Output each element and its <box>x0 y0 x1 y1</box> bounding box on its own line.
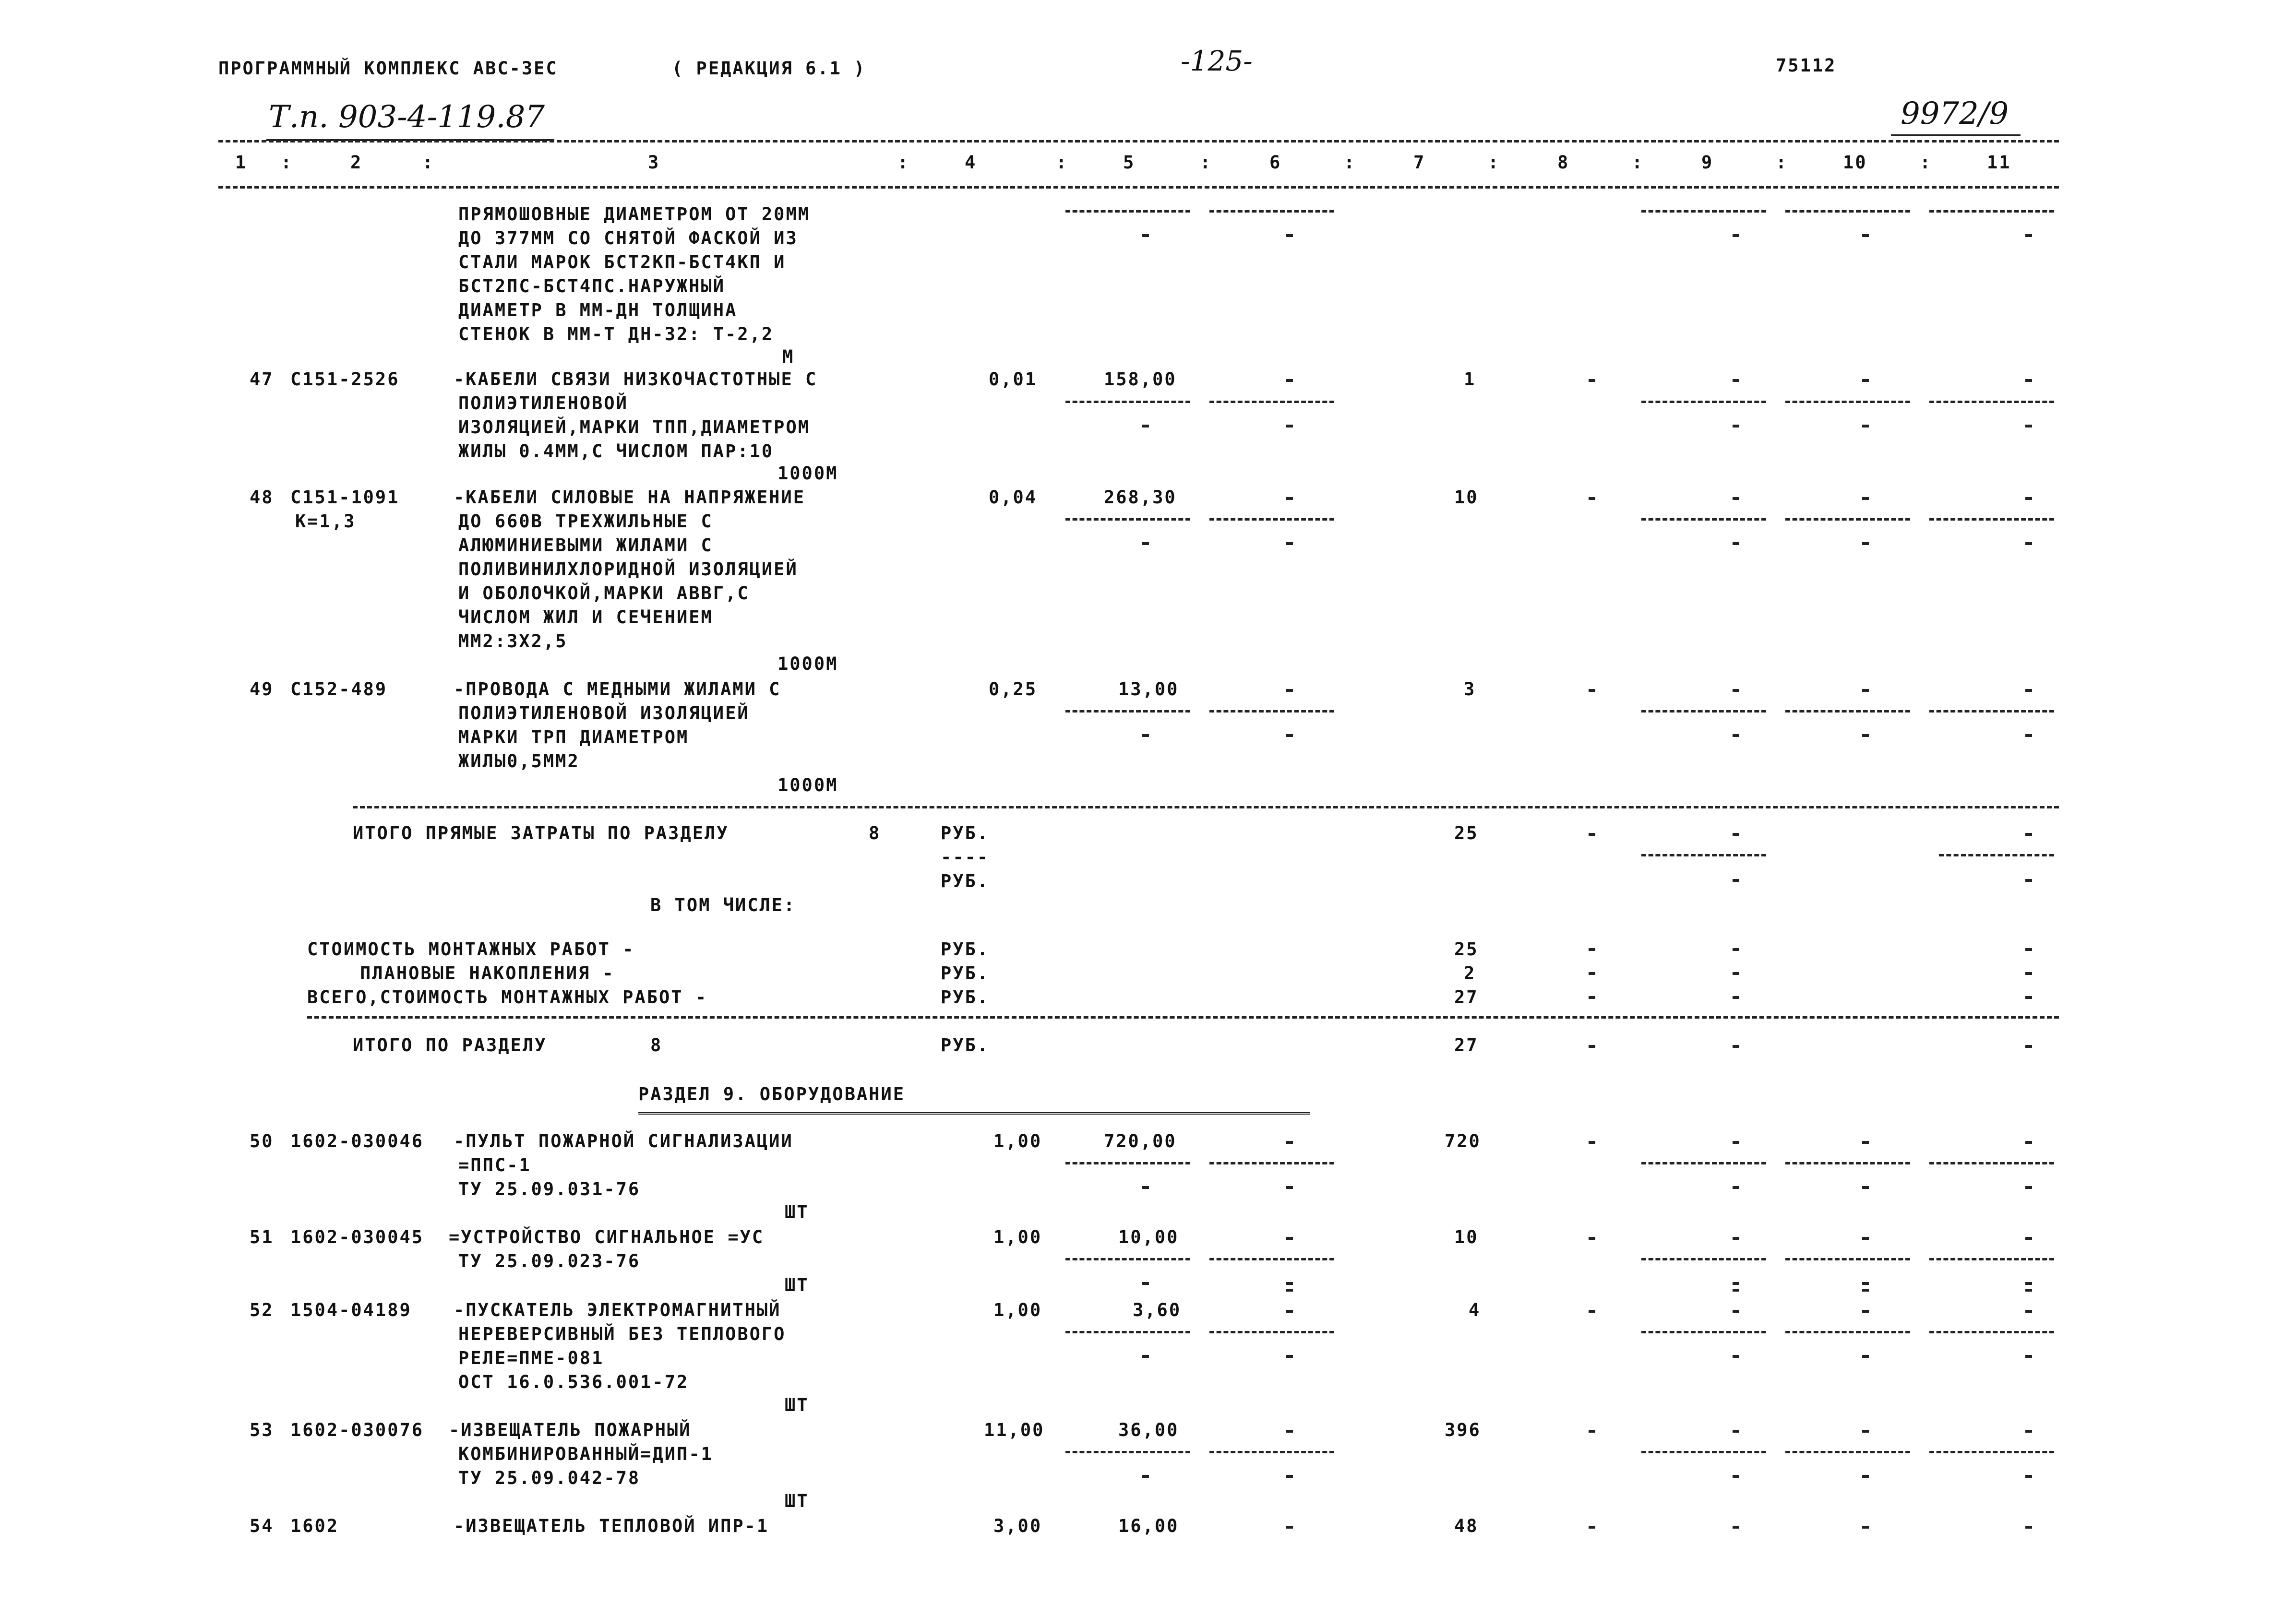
dash-mark <box>1142 1475 1149 1478</box>
dash-mark <box>1733 497 1739 500</box>
sub-rule <box>1065 1331 1190 1333</box>
dash-mark <box>1733 833 1739 836</box>
item-description: ПРЯМОШОВНЫЕ ДИАМЕТРОМ ОТ 20ММ <box>458 204 811 225</box>
item-code: 1602-030076 <box>290 1420 424 1440</box>
dash-mark <box>1862 425 1869 428</box>
page-number: -125- <box>1181 45 1253 77</box>
dash-mark <box>2025 1045 2032 1048</box>
header-rule-top <box>218 140 2059 142</box>
dash-mark <box>1862 497 1869 500</box>
summary-line-value: 2 <box>1464 963 1476 984</box>
dash-mark <box>1589 497 1595 500</box>
row-number: 48 <box>250 487 274 508</box>
col-11: 11 <box>1987 152 2011 173</box>
item-description: НЕРЕВЕРСИВНЫЙ БЕЗ ТЕПЛОВОГО <box>458 1324 786 1344</box>
total-cost: 396 <box>1445 1420 1481 1440</box>
summary-line-label: ВСЕГО,СТОИМОСТЬ МОНТАЖНЫХ РАБОТ - <box>307 987 708 1008</box>
item-description: РЕЛЕ=ПМЕ-081 <box>458 1348 604 1368</box>
dash-mark <box>1589 1045 1595 1048</box>
sub-rule <box>1065 518 1190 521</box>
dash-mark <box>2025 425 2032 428</box>
sub-rule <box>1785 518 1910 521</box>
col-8: 8 <box>1557 152 1570 173</box>
dash-mark <box>2025 1475 2032 1478</box>
dash-mark <box>1286 542 1293 545</box>
dash-mark <box>1733 379 1739 382</box>
row-number: 52 <box>250 1300 274 1320</box>
item-description: ПОЛИВИНИЛХЛОРИДНОЙ ИЗОЛЯЦИЕЙ <box>458 559 798 580</box>
dash-mark <box>1862 542 1869 545</box>
dash-mark <box>1862 379 1869 382</box>
row-number: 50 <box>250 1131 274 1152</box>
including-label: В ТОМ ЧИСЛЕ: <box>650 895 796 915</box>
row-number: 53 <box>250 1420 274 1440</box>
dash-mark <box>1862 1282 1869 1285</box>
dash-mark <box>1286 734 1293 737</box>
sub-rule <box>1209 1162 1334 1164</box>
col-sep: : <box>281 152 293 173</box>
sub-rule <box>1929 1162 2054 1164</box>
program-title: ПРОГРАММНЫЙ КОМПЛЕКС АВС-3ЕС <box>218 58 558 79</box>
header-rule-bottom <box>218 186 2059 189</box>
dash-mark <box>1862 1475 1869 1478</box>
dash-mark <box>2025 497 2032 500</box>
dash-mark <box>2025 948 2032 951</box>
sub-rule <box>1065 1451 1190 1453</box>
sub-rule <box>1929 401 2054 403</box>
item-code: С152-489 <box>290 679 388 700</box>
dash-mark <box>1142 734 1149 737</box>
item-description: -ПУЛЬТ ПОЖАРНОЙ СИГНАЛИЗАЦИИ <box>454 1131 793 1152</box>
currency-label: РУБ. <box>941 823 990 843</box>
sub-rule <box>1209 1258 1334 1260</box>
item-unit: ШТ <box>785 1491 809 1511</box>
dash-mark <box>2025 879 2032 882</box>
col-3: 3 <box>648 152 660 173</box>
section-title: РАЗДЕЛ 9. ОБОРУДОВАНИЕ <box>638 1084 906 1104</box>
item-description: ПОЛИЭТИЛЕНОВОЙ <box>458 393 628 414</box>
item-description: МАРКИ ТРП ДИАМЕТРОМ <box>458 727 689 748</box>
sub-rule <box>1209 210 1334 213</box>
sub-rule <box>1641 518 1766 521</box>
section-total-rule <box>307 1016 2059 1019</box>
item-description: ПОЛИЭТИЛЕНОВОЙ ИЗОЛЯЦИЕЙ <box>458 703 750 724</box>
sub-rule <box>1785 1162 1910 1164</box>
dash-mark <box>2025 1355 2032 1358</box>
section-total-value: 27 <box>1454 1035 1479 1056</box>
sub-rule <box>1209 401 1334 403</box>
sheet-reference: 9972/9 <box>1901 96 2009 131</box>
dash-mark <box>1589 689 1595 692</box>
dash-mark <box>1286 1355 1293 1358</box>
unit-price: 3,60 <box>1133 1300 1182 1320</box>
dash-mark <box>2025 996 2032 999</box>
unit-price: 16,00 <box>1118 1516 1179 1536</box>
dash-mark <box>1589 996 1595 999</box>
summary-line-label: ПЛАНОВЫЕ НАКОПЛЕНИЯ - <box>360 963 615 984</box>
section-title-underline <box>638 1112 1310 1115</box>
item-description: =УСТРОЙСТВО СИГНАЛЬНОЕ =УС <box>449 1227 765 1247</box>
dash-mark <box>1862 234 1869 237</box>
item-unit: 1000М <box>777 775 838 796</box>
dash-mark <box>2025 379 2032 382</box>
dash-mark <box>2025 1289 2032 1292</box>
unit-price: 36,00 <box>1118 1420 1179 1440</box>
item-description: -КАБЕЛИ СИЛОВЫЕ НА НАПРЯЖЕНИЕ <box>454 487 806 508</box>
quantity: 1,00 <box>993 1131 1042 1152</box>
project-reference: Т.п. 903-4-119.87 <box>269 99 545 135</box>
sub-rule <box>1209 518 1334 521</box>
quantity: 0,04 <box>989 487 1038 508</box>
item-description: ТУ 25.09.023-76 <box>458 1251 641 1271</box>
dash-mark <box>1862 1289 1869 1292</box>
dash-mark <box>1286 1141 1293 1144</box>
item-code: С151-2526 <box>290 369 400 390</box>
dash-mark <box>2025 833 2032 836</box>
section-number: 8 <box>869 823 881 843</box>
sub-rule <box>1929 518 2054 521</box>
item-description: АЛЮМИНИЕВЫМИ ЖИЛАМИ С <box>458 535 713 556</box>
item-description: ДО 377ММ СО СНЯТОЙ ФАСКОЙ ИЗ <box>458 228 798 249</box>
sheet-underline <box>1891 134 2021 136</box>
col-sep: : <box>1200 152 1212 173</box>
col-5: 5 <box>1123 152 1136 173</box>
col-sep: : <box>1056 152 1068 173</box>
dash-mark <box>1733 425 1739 428</box>
currency-dash: ---- <box>941 847 990 867</box>
dash-mark <box>1733 1289 1739 1292</box>
dash-mark <box>2025 1237 2032 1240</box>
sub-rule <box>1929 710 2054 712</box>
sub-rule <box>1641 1331 1766 1333</box>
dash-mark <box>2025 1186 2032 1189</box>
item-unit: 1000М <box>777 463 838 484</box>
item-unit: М <box>782 346 795 367</box>
sub-rule <box>1785 401 1910 403</box>
dash-mark <box>2025 689 2032 692</box>
item-description: ТУ 25.09.042-78 <box>458 1468 641 1488</box>
total-cost: 4 <box>1469 1300 1481 1320</box>
dash-mark <box>1733 542 1739 545</box>
dash-mark <box>1733 1355 1739 1358</box>
dash-mark <box>1142 234 1149 237</box>
sub-rule <box>1209 1331 1334 1333</box>
row-number: 49 <box>250 679 274 700</box>
dash-mark <box>1286 425 1293 428</box>
dash-mark <box>1286 1526 1293 1529</box>
item-unit: 1000М <box>777 653 838 674</box>
currency-label: РУБ. <box>941 871 990 891</box>
dash-mark <box>1733 1141 1739 1144</box>
item-description: -ИЗВЕЩАТЕЛЬ ТЕПЛОВОЙ ИПР-1 <box>454 1516 769 1536</box>
sub-rule <box>1785 710 1910 712</box>
dash-mark <box>1286 689 1293 692</box>
dash-mark <box>1286 1289 1293 1292</box>
sub-rule <box>1209 710 1334 712</box>
item-unit: ШТ <box>785 1395 809 1415</box>
summary-rule <box>353 806 2059 808</box>
dash-mark <box>1589 379 1595 382</box>
dash-mark <box>2025 542 2032 545</box>
dash-mark <box>1733 734 1739 737</box>
col-6: 6 <box>1269 152 1282 173</box>
item-description: ЖИЛЫ0,5ММ2 <box>458 751 580 772</box>
dash-mark <box>1286 1282 1293 1285</box>
dash-mark <box>1142 1282 1149 1285</box>
currency-label: РУБ. <box>941 1035 990 1056</box>
item-description: ОСТ 16.0.536.001-72 <box>458 1372 689 1392</box>
direct-costs-total: 25 <box>1454 823 1479 843</box>
sub-rule <box>1641 854 1766 856</box>
dash-mark <box>1589 948 1595 951</box>
quantity: 11,00 <box>984 1420 1045 1440</box>
item-description: ММ2:3Х2,5 <box>458 631 568 652</box>
sub-rule <box>1209 1451 1334 1453</box>
col-2: 2 <box>350 152 363 173</box>
sub-rule <box>1939 854 2054 856</box>
row-number: 54 <box>250 1516 274 1536</box>
summary-line-label: СТОИМОСТЬ МОНТАЖНЫХ РАБОТ - <box>307 939 635 960</box>
summary-line-value: 25 <box>1454 939 1479 960</box>
item-code: С151-1091 <box>290 487 400 508</box>
sub-rule <box>1065 1162 1190 1164</box>
sub-rule <box>1785 210 1910 213</box>
dash-mark <box>2025 1526 2032 1529</box>
sub-rule <box>1065 710 1190 712</box>
sub-rule <box>1065 1258 1190 1260</box>
sub-rule <box>1641 401 1766 403</box>
col-9: 9 <box>1701 152 1714 173</box>
sub-rule <box>1641 1162 1766 1164</box>
dash-mark <box>1862 689 1869 692</box>
quantity: 0,25 <box>989 679 1038 700</box>
sub-rule <box>1929 1258 2054 1260</box>
sub-rule <box>1785 1258 1910 1260</box>
sub-rule <box>1641 1258 1766 1260</box>
dash-mark <box>1142 1355 1149 1358</box>
dash-mark <box>1589 1526 1595 1529</box>
dash-mark <box>1589 1430 1595 1433</box>
dash-mark <box>1733 972 1739 975</box>
sub-rule <box>1641 1451 1766 1453</box>
sub-rule <box>1065 210 1190 213</box>
item-description: ЖИЛЫ 0.4ММ,С ЧИСЛОМ ПАР:10 <box>458 441 774 462</box>
item-description: ТУ 25.09.031-76 <box>458 1179 641 1199</box>
dash-mark <box>2025 1282 2032 1285</box>
total-cost: 10 <box>1454 487 1479 508</box>
direct-costs-label: ИТОГО ПРЯМЫЕ ЗАТРАТЫ ПО РАЗДЕЛУ <box>353 823 729 843</box>
col-4: 4 <box>965 152 977 173</box>
dash-mark <box>1733 879 1739 882</box>
total-cost: 3 <box>1464 679 1476 700</box>
item-description: ДО 660В ТРЕХЖИЛЬНЫЕ С <box>458 511 713 532</box>
dash-mark <box>1589 833 1595 836</box>
col-sep: : <box>1632 152 1644 173</box>
dash-mark <box>1142 425 1149 428</box>
edition-label: ( РЕДАКЦИЯ 6.1 ) <box>672 58 866 79</box>
sub-rule <box>1785 1331 1910 1333</box>
dash-mark <box>1733 1237 1739 1240</box>
dash-mark <box>2025 1310 2032 1313</box>
dash-mark <box>1733 689 1739 692</box>
item-description: -ИЗВЕЩАТЕЛЬ ПОЖАРНЫЙ <box>449 1420 692 1440</box>
row-number: 47 <box>250 369 274 390</box>
item-coefficient: К=1,3 <box>295 511 356 532</box>
dash-mark <box>1862 1186 1869 1189</box>
sub-rule <box>1641 210 1766 213</box>
dash-mark <box>1589 1237 1595 1240</box>
currency-label: РУБ. <box>941 987 990 1008</box>
sub-rule <box>1785 1451 1910 1453</box>
dash-mark <box>1589 1310 1595 1313</box>
dash-mark <box>1733 1282 1739 1285</box>
unit-price: 158,00 <box>1104 369 1177 390</box>
item-unit: ШТ <box>785 1202 809 1223</box>
dash-mark <box>1733 1475 1739 1478</box>
item-description: =ППС-1 <box>458 1155 531 1176</box>
dash-mark <box>1286 1310 1293 1313</box>
dash-mark <box>1733 1045 1739 1048</box>
dash-mark <box>1862 734 1869 737</box>
dash-mark <box>1286 1475 1293 1478</box>
dash-mark <box>1733 948 1739 951</box>
unit-price: 268,30 <box>1104 487 1177 508</box>
dash-mark <box>1286 1430 1293 1433</box>
dash-mark <box>1733 1526 1739 1529</box>
total-cost: 1 <box>1464 369 1476 390</box>
col-sep: : <box>897 152 910 173</box>
item-code: 1504-04189 <box>290 1300 412 1320</box>
item-description: БСТ2ПС-БСТ4ПС.НАРУЖНЫЙ <box>458 276 726 297</box>
dash-mark <box>2025 1430 2032 1433</box>
row-number: 51 <box>250 1227 274 1247</box>
dash-mark <box>1862 1237 1869 1240</box>
dash-mark <box>1589 972 1595 975</box>
col-sep: : <box>1776 152 1788 173</box>
dash-mark <box>1286 379 1293 382</box>
total-cost: 10 <box>1454 1227 1479 1247</box>
item-description: ЧИСЛОМ ЖИЛ И СЕЧЕНИЕМ <box>458 607 713 628</box>
sub-rule <box>1929 1331 2054 1333</box>
item-description: -КАБЕЛИ СВЯЗИ НИЗКОЧАСТОТНЫЕ С <box>454 369 818 390</box>
item-code: 1602-030045 <box>290 1227 424 1247</box>
quantity: 0,01 <box>989 369 1038 390</box>
sub-rule <box>1065 401 1190 403</box>
dash-mark <box>1142 1186 1149 1189</box>
col-sep: : <box>1344 152 1356 173</box>
unit-price: 13,00 <box>1118 679 1179 700</box>
unit-price: 10,00 <box>1118 1227 1179 1247</box>
dash-mark <box>2025 234 2032 237</box>
item-description: -ПУСКАТЕЛЬ ЭЛЕКТРОМАГНИТНЫЙ <box>454 1300 781 1320</box>
dash-mark <box>1862 1355 1869 1358</box>
dash-mark <box>1589 1141 1595 1144</box>
dash-mark <box>2025 1141 2032 1144</box>
item-description: СТЕНОК В ММ-Т ДН-32: Т-2,2 <box>458 324 774 344</box>
dash-mark <box>1862 1526 1869 1529</box>
dash-mark <box>1862 1430 1869 1433</box>
item-description: КОМБИНИРОВАННЫЙ=ДИП-1 <box>458 1444 713 1464</box>
item-description: ИЗОЛЯЦИЕЙ,МАРКИ ТПП,ДИАМЕТРОМ <box>458 417 811 438</box>
quantity: 1,00 <box>993 1300 1042 1320</box>
dash-mark <box>1286 1237 1293 1240</box>
dash-mark <box>1733 1310 1739 1313</box>
currency-label: РУБ. <box>941 939 990 960</box>
dash-mark <box>1142 542 1149 545</box>
item-description: -ПРОВОДА С МЕДНЫМИ ЖИЛАМИ С <box>454 679 781 700</box>
col-sep: : <box>422 152 435 173</box>
dash-mark <box>1286 497 1293 500</box>
dash-mark <box>2025 734 2032 737</box>
dash-mark <box>1862 1310 1869 1313</box>
currency-label: РУБ. <box>941 963 990 984</box>
sub-rule <box>1929 210 2054 213</box>
item-description: СТАЛИ МАРОК БСТ2КП-БСТ4КП И <box>458 252 786 273</box>
total-cost: 48 <box>1454 1516 1479 1536</box>
sub-rule <box>1929 1451 2054 1453</box>
section-total-label: ИТОГО ПО РАЗДЕЛУ <box>353 1035 547 1056</box>
col-sep: : <box>1920 152 1932 173</box>
col-10: 10 <box>1843 152 1867 173</box>
dash-mark <box>2025 972 2032 975</box>
col-1: 1 <box>235 152 248 173</box>
sub-rule <box>1641 710 1766 712</box>
item-unit: ШТ <box>785 1275 809 1295</box>
dash-mark <box>1733 1430 1739 1433</box>
dash-mark <box>1733 234 1739 237</box>
section-number: 8 <box>650 1035 663 1056</box>
quantity: 3,00 <box>993 1516 1042 1536</box>
item-description: И ОБОЛОЧКОЙ,МАРКИ АВВГ,С <box>458 583 750 604</box>
dash-mark <box>1733 1186 1739 1189</box>
dash-mark <box>1862 1141 1869 1144</box>
total-cost: 720 <box>1445 1131 1481 1152</box>
quantity: 1,00 <box>993 1227 1042 1247</box>
item-code: 1602 <box>290 1516 339 1536</box>
col-7: 7 <box>1413 152 1426 173</box>
summary-line-value: 27 <box>1454 987 1479 1008</box>
dash-mark <box>1286 234 1293 237</box>
col-sep: : <box>1488 152 1500 173</box>
unit-price: 720,00 <box>1104 1131 1177 1152</box>
item-description: ДИАМЕТР В ММ-ДН ТОЛЩИНА <box>458 300 738 321</box>
dash-mark <box>1733 996 1739 999</box>
doc-code: 75112 <box>1776 55 1837 76</box>
dash-mark <box>1286 1186 1293 1189</box>
item-code: 1602-030046 <box>290 1131 424 1152</box>
